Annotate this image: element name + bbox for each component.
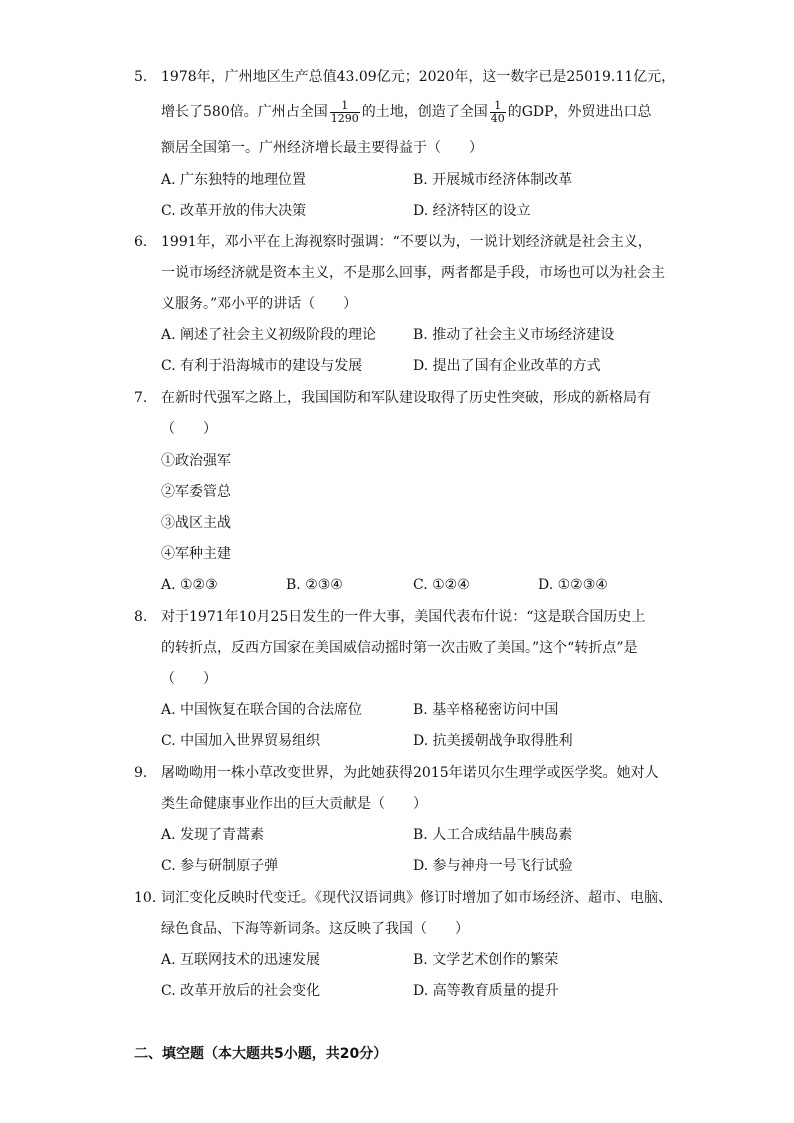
statement-item: ③战区主战 xyxy=(161,515,231,531)
option-b[interactable]: B. ②③④ xyxy=(286,577,343,593)
question-number: 5. xyxy=(134,69,148,85)
question-text-line: 的转折点，反西方国家在美国威信动摇时第一次击败了美国。”这个“转折点”是 xyxy=(161,640,638,656)
fraction-numerator: 1 xyxy=(341,98,349,112)
option-d[interactable]: D. 高等教育质量的提升 xyxy=(413,983,559,999)
option-c[interactable]: C. ①②④ xyxy=(413,577,470,593)
option-b[interactable]: B. 基辛格秘密访问中国 xyxy=(413,702,559,718)
question-number: 6. xyxy=(134,234,148,250)
option-b[interactable]: B. 推动了社会主义市场经济建设 xyxy=(413,327,615,343)
question-text-line: （ ） xyxy=(161,671,217,687)
option-c[interactable]: C. 中国加入世界贸易组织 xyxy=(161,733,321,749)
option-d[interactable]: D. ①②③④ xyxy=(538,577,608,593)
text-segment: 的GDP，外贸进出口总 xyxy=(507,104,652,120)
option-b[interactable]: B. 文学艺术创作的繁荣 xyxy=(413,952,559,968)
option-b[interactable]: B. 人工合成结晶牛胰岛素 xyxy=(413,827,573,843)
option-a[interactable]: A. 互联网技术的迅速发展 xyxy=(161,952,321,968)
question-text-line: 屠呦呦用一株小草改变世界，为此她获得2015年诺贝尔生理学或医学奖。她对人 xyxy=(161,765,659,781)
option-d[interactable]: D. 经济特区的设立 xyxy=(413,203,531,219)
option-a[interactable]: A. 广东独特的地理位置 xyxy=(161,172,307,188)
option-c[interactable]: C. 改革开放后的社会变化 xyxy=(161,983,321,999)
question-text-line: 一说市场经济就是资本主义，不是那么回事，两者都是手段，市场也可以为社会主 xyxy=(161,265,665,281)
question-text-line xyxy=(161,97,652,127)
option-c[interactable]: C. 有利于沿海城市的建设与发展 xyxy=(161,358,363,374)
option-d[interactable]: D. 抗美援朝战争取得胜利 xyxy=(413,733,573,749)
option-a[interactable]: A. ①②③ xyxy=(161,577,218,593)
text-segment: 增长了580倍。广州占全国 xyxy=(161,104,328,120)
question-text-line: 绿色食品、下海等新词条。这反映了我国（ ） xyxy=(161,921,469,937)
question-text-line: 额居全国第一。广州经济增长最主要得益于（ ） xyxy=(161,140,483,156)
question-text-line: 类生命健康事业作出的巨大贡献是（ ） xyxy=(161,796,427,812)
question-number: 7. xyxy=(134,390,148,406)
question-text-line: 词汇变化反映时代变迁。《现代汉语词典》修订时增加了如市场经济、超市、电脑、 xyxy=(161,890,672,906)
question-text-line: 对于1971年10月25日发生的一件大事，美国代表布什说：“这是联合国历史上 xyxy=(161,609,646,625)
option-d[interactable]: D. 提出了国有企业改革的方式 xyxy=(413,358,601,374)
question-text-line: 1991年，邓小平在上海视察时强调：“不要以为，一说计划经济就是社会主义， xyxy=(161,234,652,250)
fraction-denominator: 1290 xyxy=(330,111,359,125)
option-c[interactable]: C. 参与研制原子弹 xyxy=(161,858,279,874)
question-number: 9. xyxy=(134,765,148,781)
statement-item: ①政治强军 xyxy=(161,453,231,469)
statement-item: ④军种主建 xyxy=(161,546,231,562)
question-text-line: 在新时代强军之路上，我国国防和军队建设取得了历史性突破，形成的新格局有 xyxy=(161,390,651,406)
option-a[interactable]: A. 阐述了社会主义初级阶段的理论 xyxy=(161,327,377,343)
fraction xyxy=(490,100,506,125)
section-heading: 二、填空题（本大题共5小题，共20分） xyxy=(134,1046,388,1062)
fraction-numerator: 1 xyxy=(494,98,502,112)
text-segment: 的土地，创造了全国 xyxy=(361,104,488,120)
question-number: 10. xyxy=(134,890,157,906)
question-text-line: （ ） xyxy=(161,421,217,437)
option-a[interactable]: A. 中国恢复在联合国的合法席位 xyxy=(161,702,363,718)
question-text-line: 1978年，广州地区生产总值43.09亿元；2020年，这一数字已是25019.11亿元， xyxy=(161,69,676,85)
option-b[interactable]: B. 开展城市经济体制改革 xyxy=(413,172,573,188)
option-a[interactable]: A. 发现了青蒿素 xyxy=(161,827,265,843)
question-number: 8. xyxy=(134,609,148,625)
question-text-line: 义服务。”邓小平的讲话（ ） xyxy=(161,296,358,312)
statement-item: ②军委管总 xyxy=(161,484,231,500)
fraction-denominator: 40 xyxy=(490,111,505,125)
option-c[interactable]: C. 改革开放的伟大决策 xyxy=(161,203,307,219)
option-d[interactable]: D. 参与神舟一号飞行试验 xyxy=(413,858,573,874)
fraction xyxy=(330,100,360,125)
